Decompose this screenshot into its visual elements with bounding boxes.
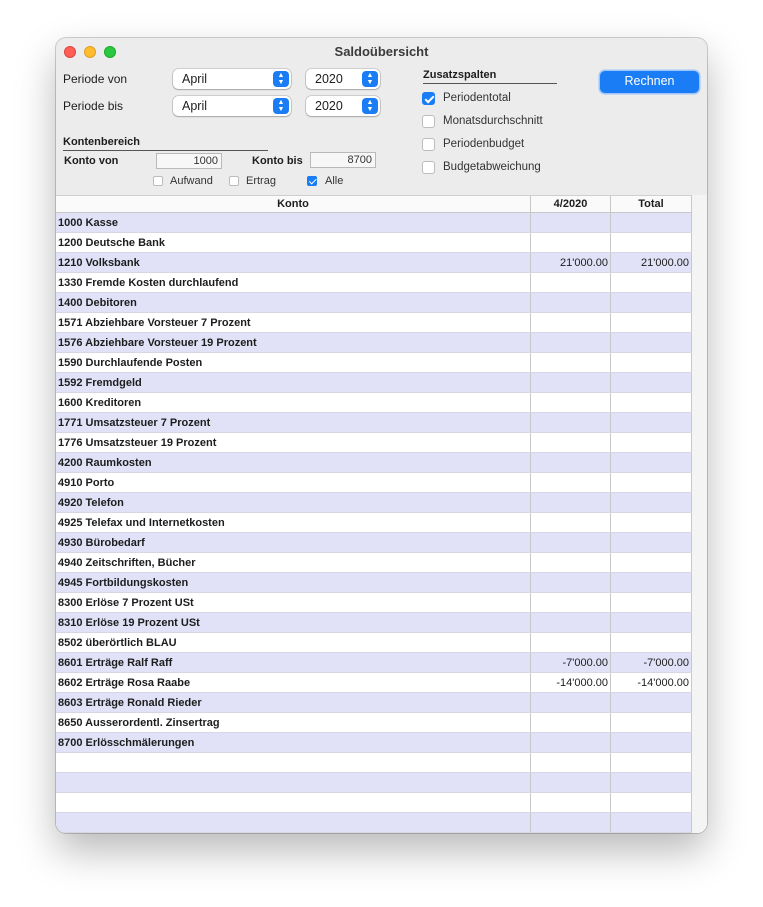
cell-period <box>531 573 611 592</box>
table-scroll-area <box>692 195 707 833</box>
cell-period <box>531 753 611 772</box>
table-row[interactable] <box>56 553 692 573</box>
alle-label: Alle <box>325 175 344 187</box>
cell-konto: 1592 Fremdgeld <box>56 373 531 392</box>
konto-von-field[interactable]: 1000 <box>156 153 222 169</box>
cell-total: -7'000.00 <box>611 653 692 672</box>
saldouebersicht-window <box>56 38 707 833</box>
table-row[interactable] <box>56 813 692 833</box>
cell-period <box>531 593 611 612</box>
periode-von-year-value: 2020 <box>315 72 343 86</box>
cell-konto: 1776 Umsatzsteuer 19 Prozent <box>56 433 531 452</box>
cell-period <box>531 273 611 292</box>
table-row[interactable] <box>56 613 692 633</box>
cell-konto: 4920 Telefon <box>56 493 531 512</box>
konto-bis-field[interactable]: 8700 <box>310 152 376 168</box>
cell-konto <box>56 813 531 832</box>
monatsdurchschnitt-checkbox[interactable] <box>422 115 435 128</box>
zusatzspalten-heading: Zusatzspalten <box>423 69 557 84</box>
cell-konto: 8601 Erträge Ralf Raff <box>56 653 531 672</box>
table-row[interactable] <box>56 653 692 673</box>
cell-total <box>611 693 692 712</box>
chevron-updown-icon: ▲ ▼ <box>362 98 378 114</box>
cell-period <box>531 473 611 492</box>
periodenbudget-checkbox[interactable] <box>422 138 435 151</box>
cell-konto: 8603 Erträge Ronald Rieder <box>56 693 531 712</box>
cell-period <box>531 433 611 452</box>
cell-konto: 8602 Erträge Rosa Raabe <box>56 673 531 692</box>
cell-period <box>531 713 611 732</box>
table-body <box>56 213 692 833</box>
cell-period <box>531 453 611 472</box>
periode-bis-year-value: 2020 <box>315 99 343 113</box>
periodentotal-label: Periodentotal <box>443 92 511 104</box>
table-row[interactable] <box>56 393 692 413</box>
cell-konto: 8300 Erlöse 7 Prozent USt <box>56 593 531 612</box>
cell-total <box>611 813 692 832</box>
rechnen-button[interactable]: Rechnen <box>600 71 699 93</box>
table-row[interactable] <box>56 733 692 753</box>
cell-total <box>611 313 692 332</box>
cell-total <box>611 713 692 732</box>
table-row[interactable] <box>56 573 692 593</box>
cell-period <box>531 773 611 792</box>
cell-period <box>531 213 611 232</box>
table-row[interactable] <box>56 673 692 693</box>
cell-konto: 8310 Erlöse 19 Prozent USt <box>56 613 531 632</box>
kontenbereich-heading: Kontenbereich <box>63 136 268 151</box>
window-title: Saldoübersicht <box>334 44 429 59</box>
table-row[interactable] <box>56 693 692 713</box>
cell-total: 21'000.00 <box>611 253 692 272</box>
cell-konto: 1590 Durchlaufende Posten <box>56 353 531 372</box>
cell-total <box>611 373 692 392</box>
cell-konto: 1576 Abziehbare Vorsteuer 19 Prozent <box>56 333 531 352</box>
periode-bis-label: Periode bis <box>63 99 124 113</box>
budgetabweichung-label: Budgetabweichung <box>443 161 541 173</box>
table-row[interactable] <box>56 753 692 773</box>
cell-total <box>611 573 692 592</box>
periode-bis-year-select[interactable] <box>306 96 380 116</box>
column-header-period[interactable]: 4/2020 <box>531 196 611 213</box>
ertrag-label: Ertrag <box>246 175 276 187</box>
cell-period <box>531 813 611 832</box>
cell-konto: 1400 Debitoren <box>56 293 531 312</box>
table-row[interactable] <box>56 593 692 613</box>
periode-bis-month-value: April <box>182 99 208 113</box>
column-header-total[interactable]: Total <box>611 196 692 213</box>
cell-total <box>611 273 692 292</box>
cell-total <box>611 733 692 752</box>
cell-period <box>531 293 611 312</box>
title-bar <box>56 38 707 66</box>
cell-period <box>531 233 611 252</box>
cell-total <box>611 633 692 652</box>
cell-period <box>531 693 611 712</box>
periode-von-label: Periode von <box>63 72 128 86</box>
cell-konto: 8650 Ausserordentl. Zinsertrag <box>56 713 531 732</box>
cell-period <box>531 793 611 812</box>
cell-period <box>531 633 611 652</box>
table-row[interactable] <box>56 233 692 253</box>
periodentotal-checkbox[interactable] <box>422 92 435 105</box>
cell-period <box>531 533 611 552</box>
cell-period <box>531 333 611 352</box>
cell-konto: 1771 Umsatzsteuer 7 Prozent <box>56 413 531 432</box>
table-row[interactable] <box>56 713 692 733</box>
table-row[interactable] <box>56 453 692 473</box>
cell-total <box>611 353 692 372</box>
cell-konto: 4910 Porto <box>56 473 531 492</box>
cell-total <box>611 293 692 312</box>
periode-von-month-value: April <box>182 72 208 86</box>
cell-konto <box>56 753 531 772</box>
cell-konto: 8502 überörtlich BLAU <box>56 633 531 652</box>
cell-total <box>611 333 692 352</box>
cell-konto <box>56 793 531 812</box>
cell-konto: 4945 Fortbildungskosten <box>56 573 531 592</box>
aufwand-label: Aufwand <box>170 175 213 187</box>
cell-period: 21'000.00 <box>531 253 611 272</box>
cell-total <box>611 513 692 532</box>
chevron-updown-icon: ▲ ▼ <box>273 98 289 114</box>
periode-bis-month-select[interactable] <box>173 96 291 116</box>
alle-checkbox[interactable] <box>307 176 317 186</box>
table-row[interactable] <box>56 313 692 333</box>
cell-period <box>531 513 611 532</box>
cell-total <box>611 793 692 812</box>
cell-konto: 1571 Abziehbare Vorsteuer 7 Prozent <box>56 313 531 332</box>
cell-konto: 1200 Deutsche Bank <box>56 233 531 252</box>
cell-period: -14'000.00 <box>531 673 611 692</box>
saldo-table <box>56 195 707 833</box>
cell-period <box>531 313 611 332</box>
table-row[interactable] <box>56 633 692 653</box>
table-row[interactable] <box>56 253 692 273</box>
cell-total <box>611 773 692 792</box>
cell-total <box>611 453 692 472</box>
ertrag-checkbox[interactable] <box>229 176 239 186</box>
cell-konto: 1210 Volksbank <box>56 253 531 272</box>
chevron-updown-icon: ▲ ▼ <box>362 71 378 87</box>
cell-konto: 4200 Raumkosten <box>56 453 531 472</box>
cell-period: -7'000.00 <box>531 653 611 672</box>
aufwand-checkbox[interactable] <box>153 176 163 186</box>
cell-total <box>611 433 692 452</box>
cell-total: -14'000.00 <box>611 673 692 692</box>
table-header <box>56 195 692 213</box>
cell-period <box>531 393 611 412</box>
cell-konto: 1000 Kasse <box>56 213 531 232</box>
table-row[interactable] <box>56 413 692 433</box>
column-header-konto[interactable]: Konto <box>56 196 531 213</box>
table-row[interactable] <box>56 793 692 813</box>
cell-period <box>531 353 611 372</box>
table-row[interactable] <box>56 273 692 293</box>
cell-total <box>611 753 692 772</box>
cell-period <box>531 493 611 512</box>
table-row[interactable] <box>56 493 692 513</box>
cell-konto: 4930 Bürobedarf <box>56 533 531 552</box>
cell-total <box>611 393 692 412</box>
cell-period <box>531 413 611 432</box>
chevron-updown-icon: ▲ ▼ <box>273 71 289 87</box>
periode-von-month-select[interactable] <box>173 69 291 89</box>
cell-total <box>611 213 692 232</box>
table-row[interactable] <box>56 353 692 373</box>
table-row[interactable] <box>56 433 692 453</box>
cell-total <box>611 553 692 572</box>
cell-total <box>611 593 692 612</box>
konto-bis-label: Konto bis <box>252 155 303 167</box>
budgetabweichung-checkbox[interactable] <box>422 161 435 174</box>
cell-period <box>531 373 611 392</box>
monatsdurchschnitt-label: Monatsdurchschnitt <box>443 115 543 127</box>
cell-konto: 4925 Telefax und Internetkosten <box>56 513 531 532</box>
table-row[interactable] <box>56 213 692 233</box>
cell-period <box>531 553 611 572</box>
cell-total <box>611 233 692 252</box>
cell-total <box>611 493 692 512</box>
table-row[interactable] <box>56 373 692 393</box>
table-row[interactable] <box>56 533 692 553</box>
cell-konto: 8700 Erlösschmälerungen <box>56 733 531 752</box>
cell-total <box>611 613 692 632</box>
periode-von-year-select[interactable] <box>306 69 380 89</box>
table-row[interactable] <box>56 333 692 353</box>
cell-period <box>531 733 611 752</box>
cell-total <box>611 413 692 432</box>
table-row[interactable] <box>56 473 692 493</box>
table-row[interactable] <box>56 293 692 313</box>
cell-konto <box>56 773 531 792</box>
cell-konto: 1330 Fremde Kosten durchlaufend <box>56 273 531 292</box>
cell-period <box>531 613 611 632</box>
cell-total <box>611 533 692 552</box>
cell-total <box>611 473 692 492</box>
konto-von-label: Konto von <box>64 155 119 167</box>
table-row[interactable] <box>56 513 692 533</box>
table-row[interactable] <box>56 773 692 793</box>
cell-konto: 1600 Kreditoren <box>56 393 531 412</box>
cell-konto: 4940 Zeitschriften, Bücher <box>56 553 531 572</box>
periodenbudget-label: Periodenbudget <box>443 138 525 150</box>
